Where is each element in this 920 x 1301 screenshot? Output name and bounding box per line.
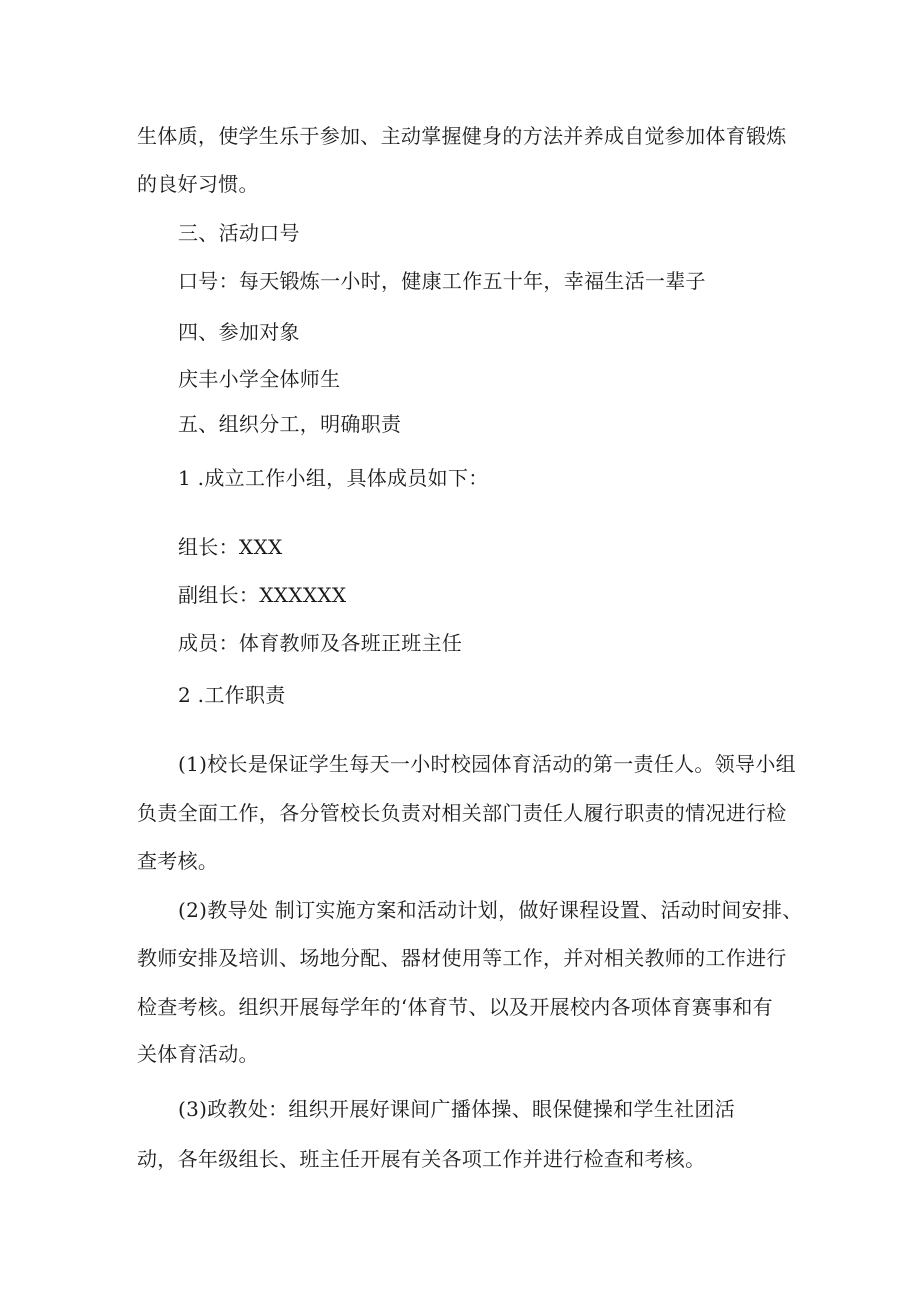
duty-3-line-1: (3)政教处：组织开展好课间广播体操、眼保健操和学生社团活 <box>178 1097 736 1121</box>
duty-1-line-1: (1)校长是保证学生每天一小时校园体育活动的第一责任人。领导小组 <box>178 752 796 776</box>
item-2-title: 2 .工作职责 <box>178 683 286 707</box>
group-leader: 组长：XXX <box>178 535 283 559</box>
duty-2-line-4: 关体育活动。 <box>137 1042 259 1066</box>
duty-3-line-2: 动，各年级组长、班主任开展有关各项工作并进行检查和考核。 <box>137 1147 706 1171</box>
duty-1-line-3: 查考核。 <box>137 849 219 873</box>
duty-1-line-2: 负责全面工作，各分管校长负责对相关部门责任人履行职责的情况进行检 <box>137 801 787 825</box>
group-members: 成员：体育教师及各班正班主任 <box>178 631 463 655</box>
section-3-heading: 三、活动口号 <box>178 221 300 245</box>
deputy-leader: 副组长：XXXXXX <box>178 583 347 607</box>
duty-2-line-1: (2)教导处 制订实施方案和活动计划，做好课程设置、活动时间安排、 <box>178 898 803 922</box>
section-3-slogan: 口号：每天锻炼一小时，健康工作五十年，幸福生活一辈子 <box>178 269 706 293</box>
duty-2-line-3: 检查考核。组织开展每学年的‘体育节、以及开展校内各项体育赛事和有 <box>137 995 773 1019</box>
section-4-heading: 四、参加对象 <box>178 320 300 344</box>
duty-2-line-2: 教师安排及培训、场地分配、器材使用等工作，并对相关教师的工作进行 <box>137 946 787 970</box>
section-4-participants: 庆丰小学全体师生 <box>178 367 341 391</box>
intro-paragraph-line-1: 生体质，使学生乐于参加、主动掌握健身的方法并养成自觉参加体育锻炼 <box>137 124 787 148</box>
item-1-title: 1 .成立工作小组，具体成员如下： <box>178 466 489 490</box>
intro-paragraph-line-2: 的良好习惯。 <box>137 172 259 196</box>
section-5-heading: 五、组织分工，明确职责 <box>178 412 402 436</box>
